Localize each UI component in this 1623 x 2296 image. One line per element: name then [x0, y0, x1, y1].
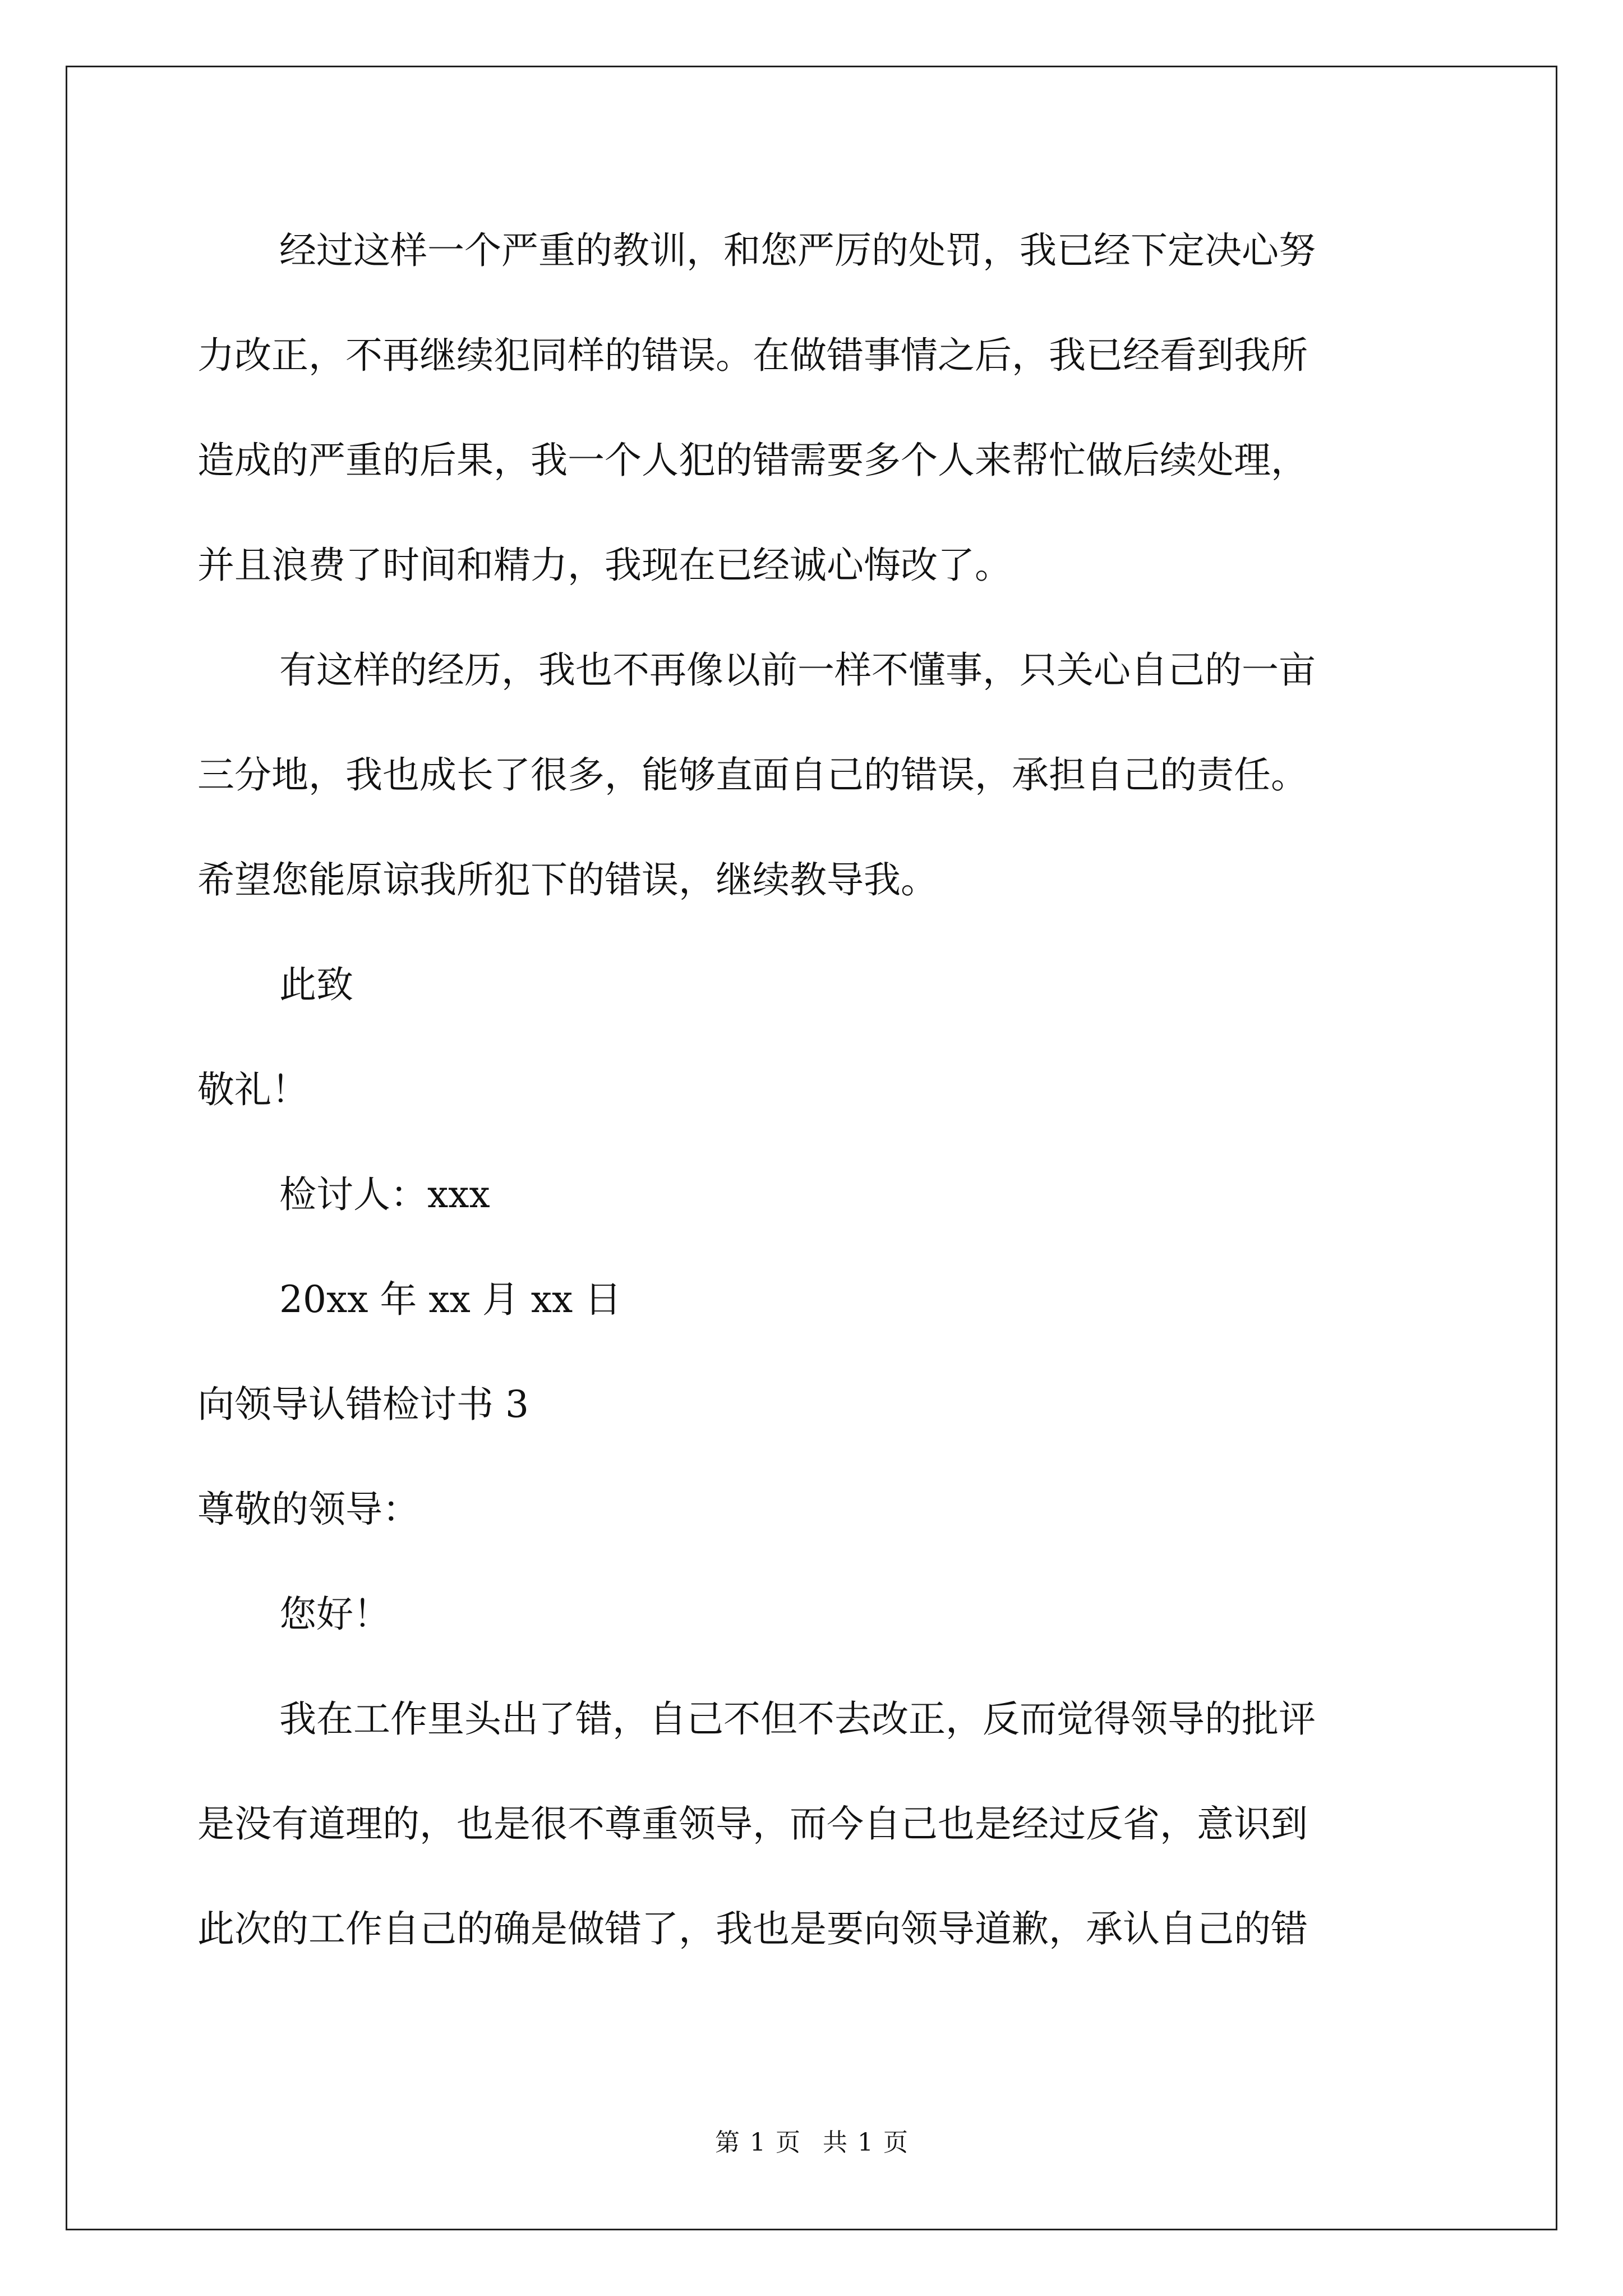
- page-number: 第 1 页: [715, 2128, 800, 2157]
- paragraph-line: 希望您能原谅我所犯下的错误，继续教导我。: [197, 858, 938, 901]
- section-title: 向领导认错检讨书 3: [197, 1383, 529, 1426]
- paragraph-line: 造成的严重的后果，我一个人犯的错需要多个人来帮忙做后续处理，: [197, 439, 1308, 482]
- letter-greeting: 您好！: [279, 1593, 390, 1636]
- page-footer: [0, 2126, 1623, 2160]
- signature-name: 检讨人：xxx: [279, 1173, 490, 1216]
- closing-salutation: 此致: [279, 963, 353, 1006]
- document-body: [197, 222, 1431, 2005]
- paragraph-line: 有这样的经历，我也不再像以前一样不懂事，只关心自己的一亩: [279, 648, 1316, 692]
- paragraph-line: 此次的工作自己的确是做错了，我也是要向领导道歉，承认自己的错: [197, 1907, 1308, 1950]
- paragraph-line: 力改正，不再继续犯同样的错误。在做错事情之后，我已经看到我所: [197, 334, 1308, 377]
- page-total: 共 1 页: [823, 2128, 908, 2157]
- paragraph-line: 三分地，我也成长了很多，能够直面自己的错误，承担自己的责任。: [197, 753, 1308, 797]
- signature-date: 20xx 年 xx 月 xx 日: [279, 1278, 622, 1321]
- paragraph-line: 是没有道理的，也是很不尊重领导，而今自己也是经过反省，意识到: [197, 1802, 1308, 1846]
- closing-regards: 敬礼！: [197, 1068, 308, 1111]
- paragraph-line: 经过这样一个严重的教训，和您严厉的处罚，我已经下定决心努: [279, 229, 1316, 272]
- paragraph-line: 并且浪费了时间和精力，我现在已经诚心悔改了。: [197, 544, 1012, 587]
- paragraph-line: 我在工作里头出了错，自己不但不去改正，反而觉得领导的批评: [279, 1697, 1316, 1741]
- letter-recipient: 尊敬的领导：: [197, 1488, 419, 1531]
